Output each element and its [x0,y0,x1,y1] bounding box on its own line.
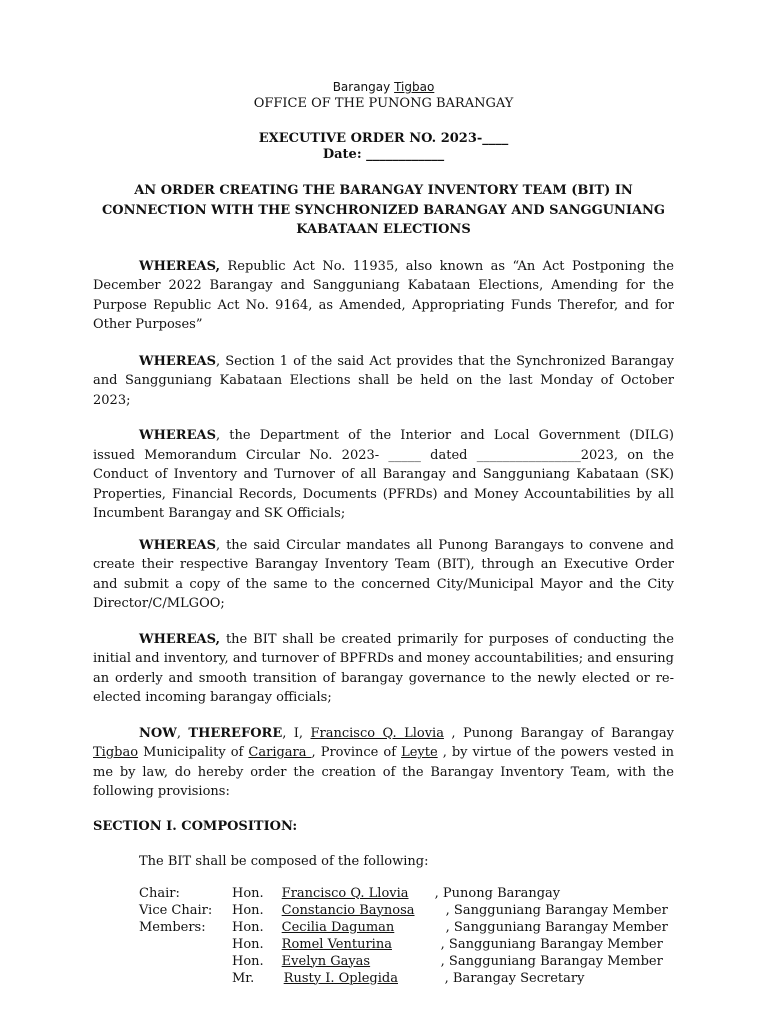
whereas-clause: WHEREAS, Section 1 of the said Act provides that the Synchronized Barangay and Sangguniang Kabataan Elections shall be held on the last Monday of October 2023; [93,353,674,408]
member-row: Vice Chair: Hon. Constancio Baynosa , Sangguniang Barangay Member [139,902,668,918]
executive-order-number: EXECUTIVE ORDER NO. 2023-____ [258,131,509,146]
whereas-clause: WHEREAS, the Department of the Interior and Local Government (DILG) issued Memorandum Circular No. 2023- _____ dated ________________2023, on the Conduct of Inventory and Turnover of all Barangay and Sangguniang Kabataan (SK) Properties, Financial Records, Documents (PFRDs) and Money Accountabilities by all Incumbent Barangay and SK Officials; [93,428,674,521]
composition-table [139,885,668,987]
member-row: Members: Hon. Cecilia Daguman , Sangguniang Barangay Member [139,919,668,935]
whereas-clause: WHEREAS, the said Circular mandates all Punong Barangays to convene and create their respective Barangay Inventory Team (BIT), through an Executive Order and submit a copy of the same to the concerned City/Municipal Mayor and the City Director/C/MLGOO; [93,537,674,611]
document-page [93,80,674,987]
member-name: Cecilia Daguman [281,919,395,935]
executive-order-title: AN ORDER CREATING THE BARANGAY INVENTORY TEAM (BIT) IN CONNECTION WITH THE SYNCHRONIZED BARANGAY AND SANGGUNIANG KABATAAN ELECTIONS [101,183,666,237]
member-name: Francisco Q. Llovia [281,885,409,901]
member-name: Evelyn Gayas [281,953,371,969]
barangay-prefix: Barangay [332,80,391,94]
member-name: Romel Venturina [281,936,392,952]
barangay-header [93,80,674,94]
member-row: Hon. Evelyn Gayas , Sangguniang Barangay Member [232,953,663,969]
member-row: Hon. Romel Venturina , Sangguniang Barangay Member [232,936,663,952]
composition-intro: The BIT shall be composed of the following: [139,853,429,869]
member-name: Rusty I. Oplegida [283,970,398,986]
member-name: Constancio Baynosa [281,902,415,918]
member-row: Mr. Rusty I. Oplegida , Barangay Secretary [232,970,585,986]
office-title: OFFICE OF THE PUNONG BARANGAY [253,96,514,111]
section-heading: SECTION I. COMPOSITION: [93,818,298,834]
whereas-clause: WHEREAS, the BIT shall be created primarily for purposes of conducting the initial and inventory, and turnover of BPFRDs and money accountabilities; and ensuring an orderly and smooth transition of barangay governance to the newly elected or re-elected incoming barangay officials; [93,631,674,705]
punong-barangay-name: Francisco Q. Llovia [310,725,444,741]
whereas-clause: WHEREAS, Republic Act No. 11935, also known as “An Act Postponing the December 2022 Barangay and Sangguniang Kabataan Elections, Amending for the Purpose Republic Act No. 9164, as Amended, Appropriating Funds Therefor, and for Other Purposes” [93,258,674,332]
barangay-name: Tigbao [394,80,435,94]
executive-order-date: Date: ____________ [322,147,445,162]
member-row: Chair: Hon. Francisco Q. Llovia , Punong Barangay [139,885,561,901]
now-therefore-clause: NOW, THEREFORE, I, Francisco Q. Llovia , Punong Barangay of Barangay Tigbao Municipality of Carigara , Province of Leyte , by virtue of the powers vested in me by law, do hereby order the creation of the Barangay Inventory Team, with the following provisions: [93,725,675,799]
